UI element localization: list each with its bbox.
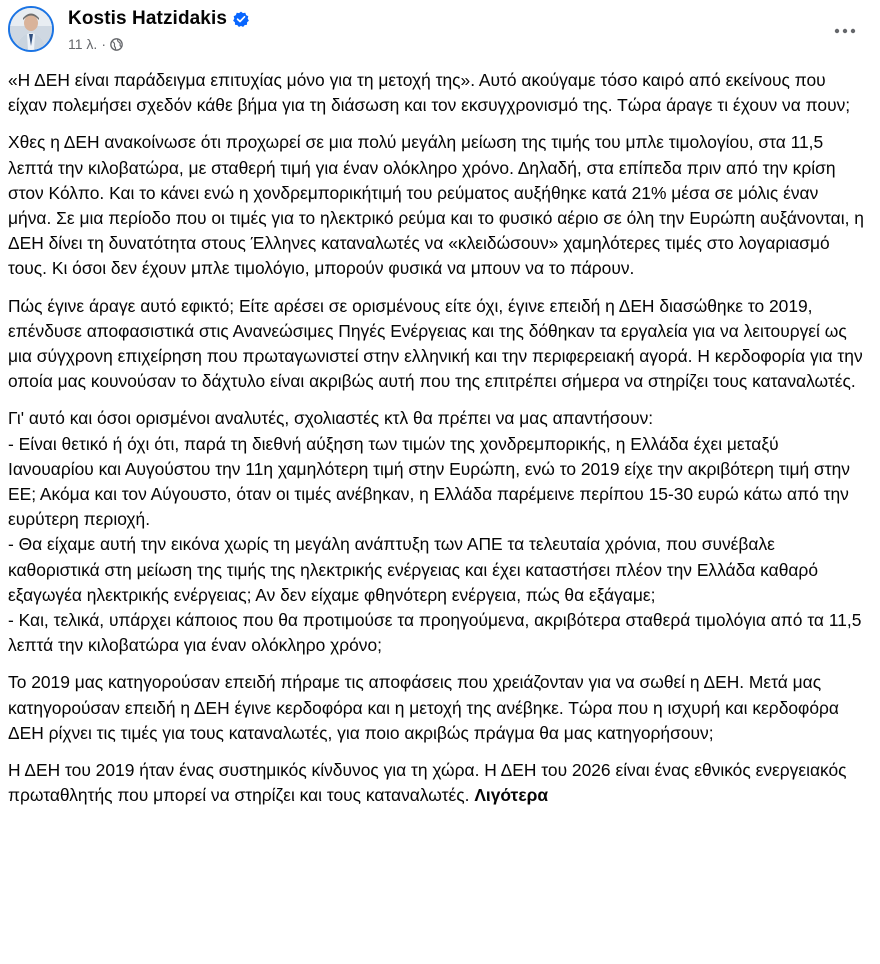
post-paragraph-last [8,758,866,808]
post-paragraph: Γι' αυτό και όσοι ορισμένοι αναλυτές, σχολιαστές κτλ θα πρέπει να μας απαντήσουν: - Είναι θετικό ή όχι ότι, παρά τη διεθνή αύξηση των τιμών της χονδρεμπορικής, η Ελλάδα έχει μεταξύ Ιανουαρίου και Αυγούστου την 11η χαμηλότερη τιμή στην Ευρώπη, ενώ το 2019 είχε την ακριβότερη τιμή στην ΕΕ; Ακόμα και τον Αύγουστο, όταν οι τιμές ανέβηκαν, η Ελλάδα παρέμεινε περίπου 15-30 ευρώ κάτω από την ευρύτερη περιοχή. - Θα είχαμε αυτή την εικόνα χωρίς τη μεγάλη ανάπτυξη των ΑΠΕ τα τελευταία χρόνια, που συνέβαλε καθοριστικά στη μείωση της τιμής της ηλεκτρικής ενέργειας και έχει καταστήσει πλέον την Ελλάδα καθαρό εξαγωγέα ηλεκτρικής ενέργειας; Αν δεν είχαμε φθηνότερη ενέργεια, πώς θα εξάγαμε; - Και, τελικά, υπάρχει κάποιος που θα προτιμούσε τα προηγούμενα, ακριβότερα σταθερά τιμολόγια από τα 11,5 λεπτά την κιλοβατώρα για έναν ολόκληρο χρόνο; [8,408,862,656]
verified-badge-icon [233,11,249,27]
more-options-button[interactable] [830,16,860,46]
post-paragraph-text: Η ΔΕΗ του 2019 ήταν ένας συστημικός κίνδυνος για τη χώρα. Η ΔΕΗ του 2026 είναι ένας εθνικός ενεργειακός πρωταθλητής που μπορεί να στηρίζει και τους καταναλωτές. [8,760,847,806]
post-paragraph: Πώς έγινε άραγε αυτό εφικτό; Είτε αρέσει σε ορισμένους είτε όχι, έγινε επειδή η ΔΕΗ διασώθηκε το 2019, επένδυσε αποφασιστικά στις Ανανεώσιμες Πηγές Ενέργειας και της δόθηκαν τα εργαλεία για να λειτουργεί ως μια σύγχρονη επιχείρηση που πρωταγωνιστεί στην ελληνική και την περιφερειακή αγορά. Η κερδοφορία για την οποία μας κουνούσαν το δάχτυλο είναι ακριβώς αυτή που της επιτρέπει σήμερα να στηρίζει τους καταναλωτές. [8,295,863,392]
post-paragraph: Το 2019 μας κατηγορούσαν επειδή πήραμε τις αποφάσεις που χρειάζονταν για να σωθεί η ΔΕΗ. Μετά μας κατηγορούσαν επειδή η ΔΕΗ έγινε κερδοφόρα και η μετοχή της ανέβηκε. Τώρα που η ισχυρή και κερδοφόρα ΔΕΗ ρίχνει τις τιμές για τους καταναλωτές, για ποιο ακριβώς πράγμα θα μας κατηγορήσουν; [8,672,839,743]
post-meta [68,8,249,52]
post-body [8,68,866,820]
author-avatar[interactable] [8,6,54,52]
see-less-link[interactable]: Λιγότερα [474,785,549,806]
post-timestamp[interactable]: 11 λ. [68,36,98,52]
post-paragraph: Χθες η ΔΕΗ ανακοίνωσε ότι προχωρεί σε μια πολύ μεγάλη μείωση της τιμής του μπλε τιμολογίου, στα 11,5 λεπτά την κιλοβατώρα, με σταθερή τιμή για έναν ολόκληρο χρόνο. Δηλαδή, στα επίπεδα πριν από την κρίση στον Κόλπο. Και το κάνει ενώ η χονδρεμπορικήτιμή του ρεύματος αυξήθηκε κατά 21% μέσα σε μόλις έναν μήνα. Σε μια περίοδο που οι τιμές για το ηλεκτρικό ρεύμα και το φυσικό αέριο σε όλη την Ευρώπη αυξάνονται, η ΔΕΗ δίνει τη δυνατότητα στους Έλληνες καταναλωτές να «κλειδώσουν» χαμηλότερες τιμές στο λογαριασμό τους. Κι όσοι δεν έχουν μπλε τιμολόγιο, μπορούν φυσικά να μπουν να το πάρουν. [8,132,864,279]
author-name-row [68,8,249,30]
meta-separator: · [101,36,106,52]
profile-photo-icon [10,8,52,50]
more-options-icon [834,28,856,34]
globe-icon[interactable] [110,38,123,51]
post-header [8,6,866,58]
post-subline [68,36,249,52]
author-name[interactable]: Kostis Hatzidakis [68,8,228,29]
post-paragraph: «Η ΔΕΗ είναι παράδειγμα επιτυχίας μόνο για τη μετοχή της». Αυτό ακούγαμε τόσο καιρό από εκείνους που είχαν πολεμήσει σχεδόν κάθε βήμα για τη διάσωση και τον εκσυγχρονισμό της. Τώρα άραγε τι έχουν να πουν; [8,70,851,116]
